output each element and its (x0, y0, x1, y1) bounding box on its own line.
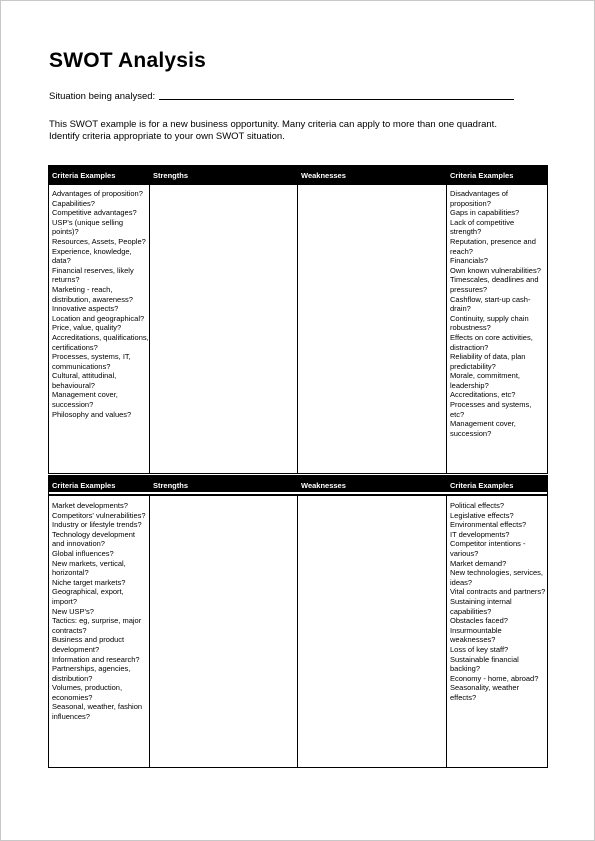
criteria-item: Reputation, presence and reach? (450, 236, 536, 256)
criteria-item: Reliability of data, plan predictability? (450, 352, 526, 371)
header-weaknesses: Weaknesses (298, 166, 447, 185)
criteria-item: Insurmountable weaknesses? (450, 625, 502, 645)
criteria-item: IT developments? (450, 529, 510, 539)
strength-criteria-cell (49, 185, 150, 473)
header-strengths: Strengths (150, 166, 298, 185)
intro-text (49, 119, 549, 143)
criteria-item: Competitors' vulnerabilities? (52, 510, 146, 520)
intro-line-1: This SWOT example is for a new business opportunity. Many criteria can apply to more than one quadrant. (49, 119, 497, 130)
criteria-item: Partnerships, agencies, distribution? (52, 664, 131, 683)
header-criteria-examples: Criteria Examples (49, 476, 150, 494)
criteria-item: Gaps in capabilities? (450, 208, 520, 218)
criteria-item: Morale, commitment, leadership? (450, 371, 521, 390)
header-strengths: Strengths (150, 476, 298, 494)
criteria-item: Disadvantages of proposition? (450, 189, 508, 208)
opportunities-entry-cell[interactable] (150, 494, 298, 767)
criteria-item: Price, value, quality? (52, 323, 122, 333)
criteria-item: Niche target markets? (52, 577, 126, 587)
criteria-item: Philosophy and values? (52, 409, 132, 419)
criteria-item: Global influences? (52, 548, 114, 558)
criteria-item: Capabilities? (52, 198, 95, 208)
header-weaknesses: Weaknesses (298, 476, 447, 494)
criteria-item: Vital contracts and partners? (450, 587, 546, 597)
criteria-item: Tactics: eg, surprise, major contracts? (52, 616, 142, 635)
threats-entry-cell[interactable] (298, 494, 447, 767)
criteria-item: Accreditations, etc? (450, 390, 516, 400)
criteria-item: Seasonality, weather effects? (450, 683, 520, 702)
criteria-item: Innovative aspects? (52, 304, 119, 314)
criteria-item: Resources, Assets, People? (52, 236, 146, 246)
criteria-item: Advantages of proposition? (52, 189, 143, 198)
criteria-item: Market developments? (52, 501, 128, 510)
criteria-item: Financial reserves, likely returns? (52, 265, 134, 285)
criteria-item: Accreditations, qualifications, certifications? (52, 332, 149, 352)
criteria-item: Processes, systems, IT, communications? (52, 352, 131, 371)
criteria-item: Seasonal, weather, fashion influences? (52, 702, 143, 722)
criteria-item: USP's (unique selling points)? (52, 217, 124, 237)
situation-label: Situation being analysed: (49, 91, 156, 102)
criteria-item: Volumes, production, economies? (52, 683, 123, 702)
criteria-item: Financials? (450, 256, 488, 266)
swot-table-strengths-weaknesses (48, 165, 548, 474)
criteria-item: Cultural, attitudinal, behavioural? (52, 371, 117, 390)
weaknesses-entry-cell[interactable] (298, 185, 447, 473)
criteria-item: Obstacles faced? (450, 616, 508, 626)
criteria-item: Lack of competitive strength? (450, 217, 515, 237)
criteria-item: Information and research? (52, 654, 140, 664)
criteria-item: Political effects? (450, 501, 505, 510)
criteria-item: Marketing - reach, distribution, awareness? (52, 284, 133, 304)
criteria-item: Economy - home, abroad? (450, 673, 539, 683)
criteria-item: Sustainable financial backing? (450, 654, 519, 674)
criteria-item: Business and product development? (52, 635, 125, 654)
criteria-item: Timescales, deadlines and pressures? (450, 275, 539, 294)
criteria-item: Own known vulnerabilities? (450, 265, 541, 275)
criteria-item: New USP's? (52, 606, 94, 616)
strengths-entry-cell[interactable] (150, 185, 298, 473)
criteria-item: Legislative effects? (450, 510, 514, 520)
criteria-item: New markets, vertical, horizontal? (52, 558, 126, 578)
opportunity-criteria-cell (49, 494, 150, 767)
criteria-item: Competitor intentions - various? (450, 539, 526, 558)
criteria-item: Industry or lifestyle trends? (52, 520, 142, 530)
swot-table-opportunities-threats (48, 475, 548, 768)
criteria-item: Technology development and innovation? (52, 529, 135, 549)
header-criteria-examples: Criteria Examples (447, 476, 547, 494)
situation-field (49, 90, 514, 102)
criteria-item: Sustaining internal capabilities? (450, 596, 512, 616)
page-title: SWOT Analysis (49, 49, 207, 72)
strength-criteria-list (52, 189, 149, 419)
threat-criteria-cell (447, 494, 547, 767)
weakness-criteria-cell (447, 185, 547, 473)
criteria-item: Continuity, supply chain robustness? (450, 313, 529, 333)
criteria-item: Cashflow, start-up cash-drain? (450, 294, 531, 314)
criteria-item: Loss of key staff? (450, 644, 509, 654)
header-criteria-examples: Criteria Examples (49, 166, 150, 185)
threat-criteria-list (450, 501, 547, 702)
criteria-item: Geographical, export, import? (52, 587, 124, 606)
criteria-item: Location and geographical? (52, 313, 145, 323)
intro-line-2: Identify criteria appropriate to your own SWOT situation. (49, 131, 285, 142)
criteria-item: New technologies, services, ideas? (450, 568, 543, 587)
criteria-item: Competitive advantages? (52, 208, 137, 218)
criteria-item: Environmental effects? (450, 520, 527, 530)
criteria-item: Processes and systems, etc? (450, 400, 532, 419)
criteria-item: Market demand? (450, 558, 507, 568)
header-criteria-examples: Criteria Examples (447, 166, 547, 185)
weakness-criteria-list (450, 189, 547, 438)
criteria-item: Experience, knowledge, data? (52, 246, 132, 266)
criteria-item: Management cover, succession? (450, 419, 516, 438)
situation-input-line[interactable] (159, 90, 514, 100)
criteria-item: Effects on core activities, distraction? (450, 332, 533, 352)
opportunity-criteria-list (52, 501, 149, 722)
criteria-item: Management cover, succession? (52, 390, 118, 410)
